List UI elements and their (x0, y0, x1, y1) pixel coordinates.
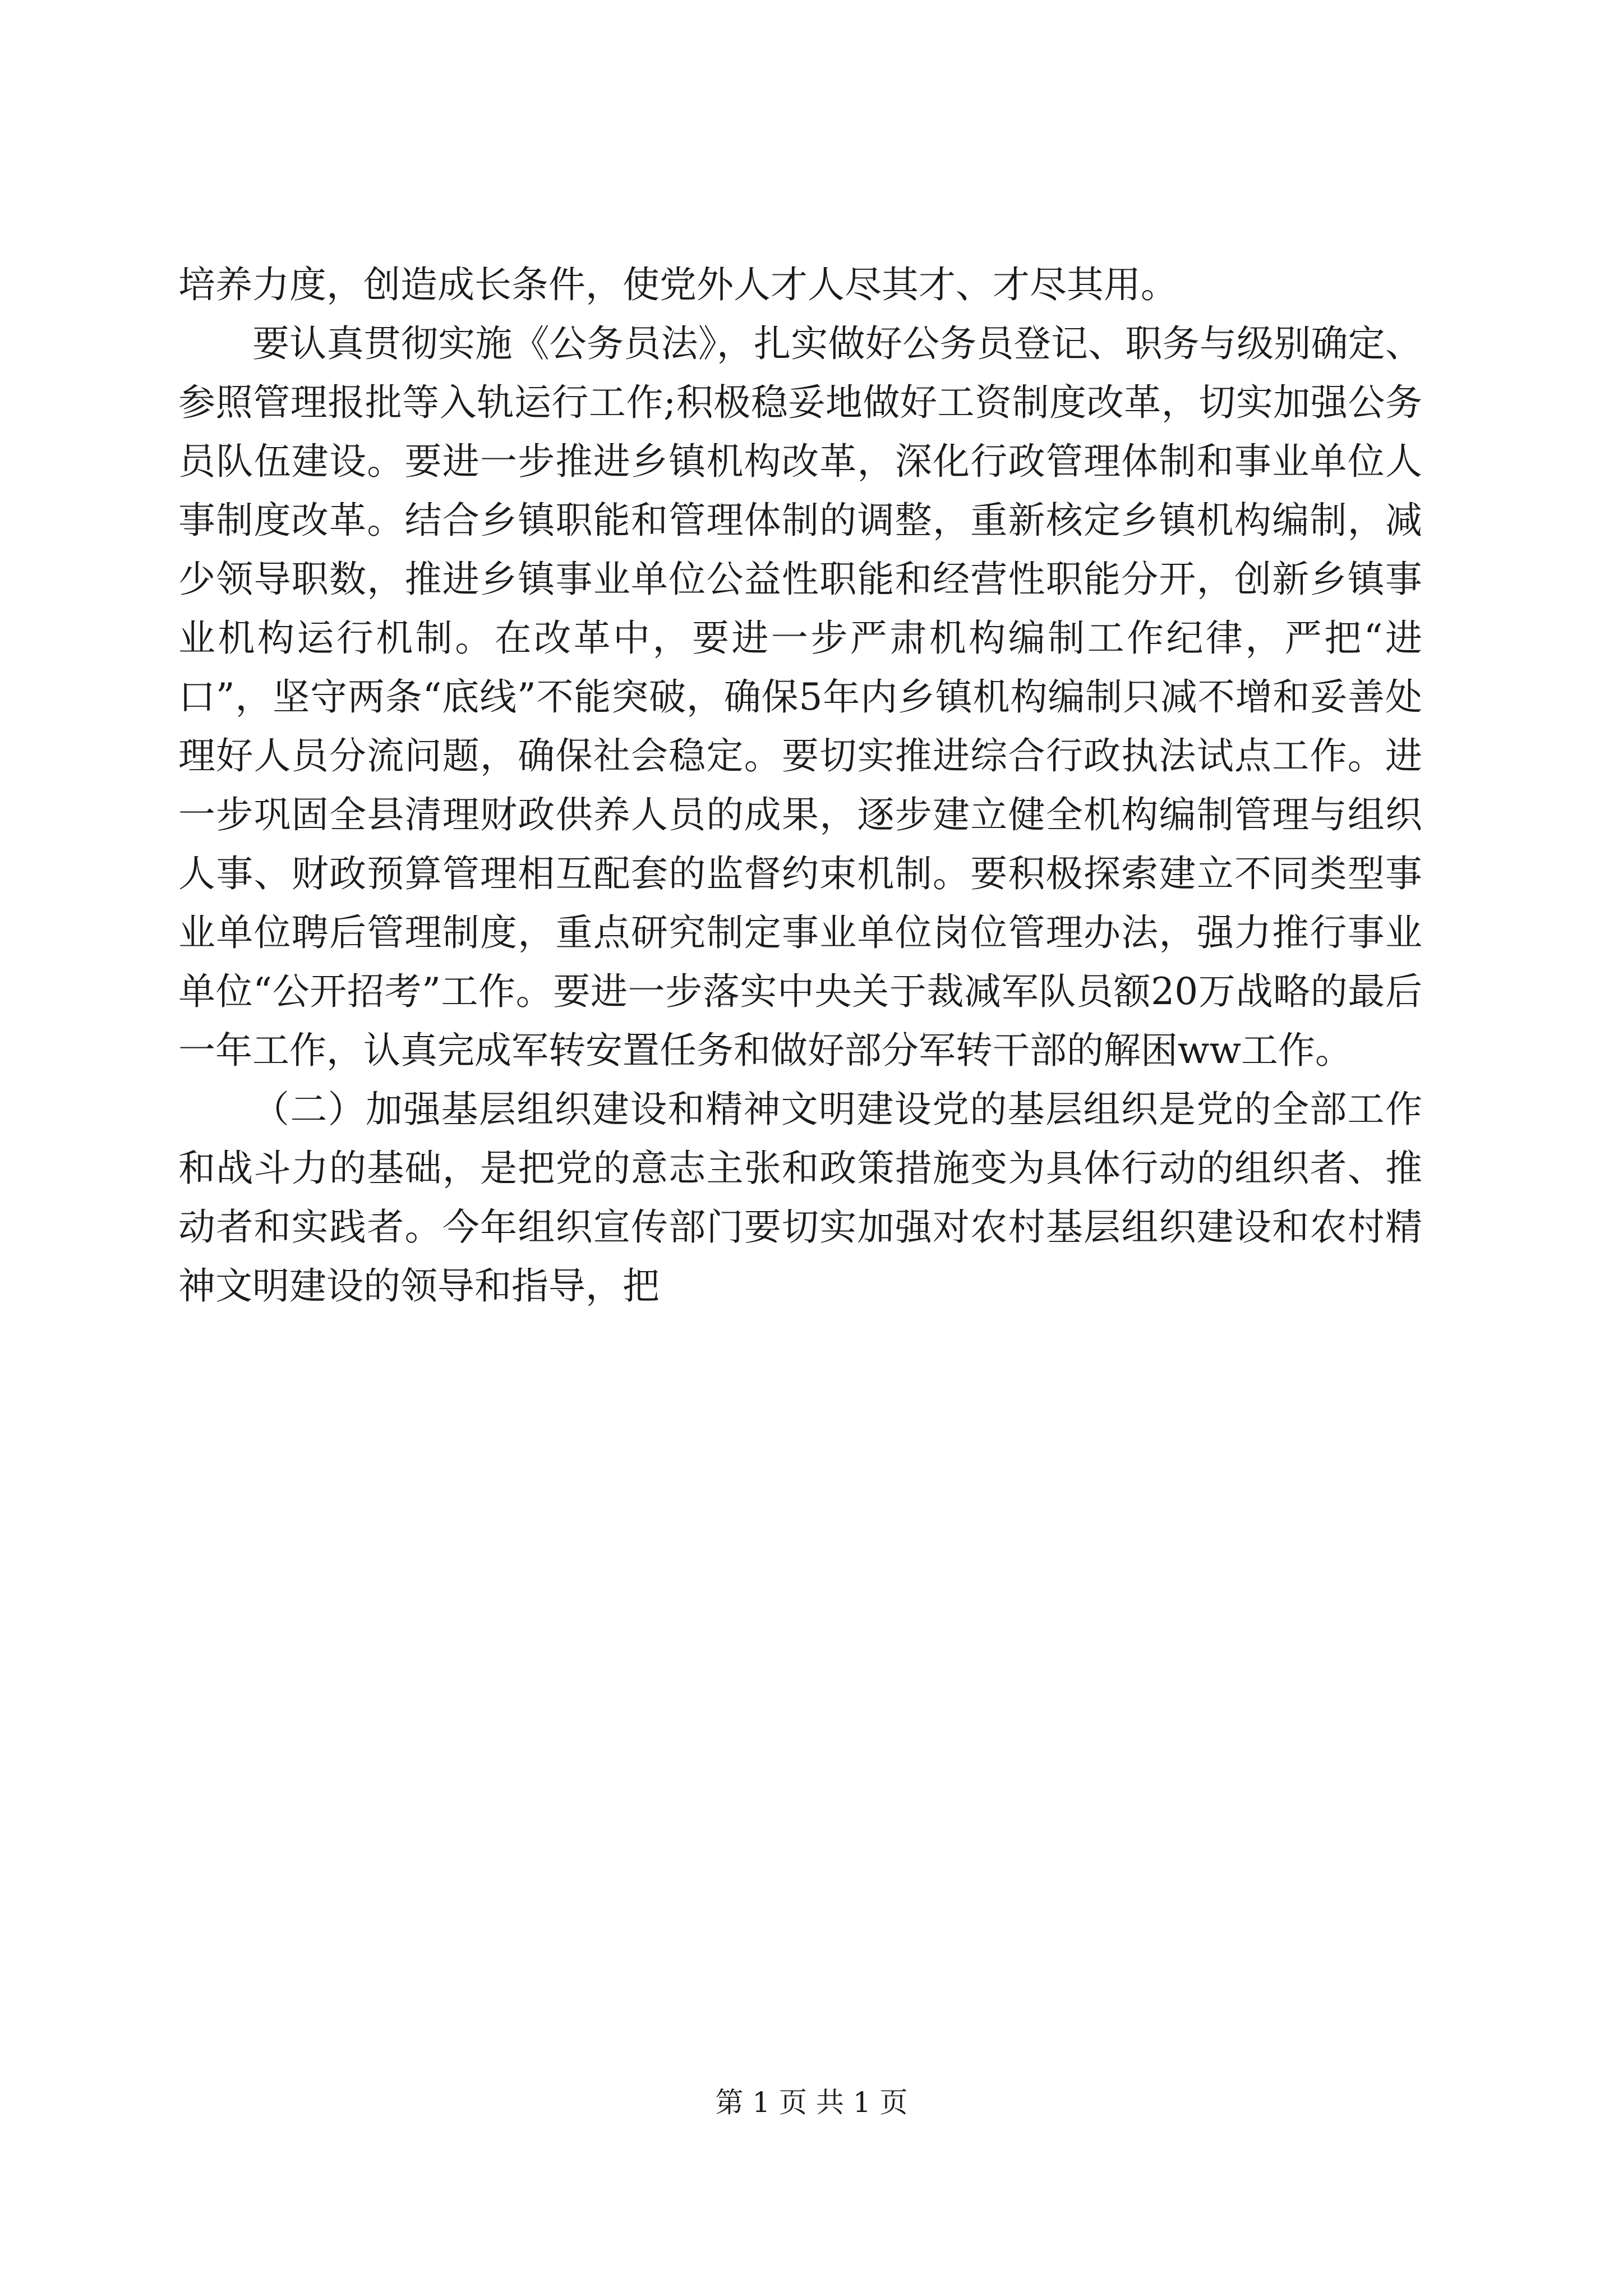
page-footer: 第 1 页 共 1 页 (715, 2086, 908, 2119)
document-body (178, 255, 1422, 1315)
paragraph-3: （二）加强基层组织建设和精神文明建设党的基层组织是党的全部工作和战斗力的基础，是把党的意志主张和政策措施变为具体行动的组织者、推动者和实践者。今年组织宣传部门要切实加强对农村基层组织建设和农村精神文明建设的领导和指导，把 (178, 1088, 1422, 1308)
paragraph-2: 要认真贯彻实施《公务员法》，扎实做好公务员登记、职务与级别确定、参照管理报批等入轨运行工作;积极稳妥地做好工资制度改革，切实加强公务员队伍建设。要进一步推进乡镇机构改革，深化行政管理体制和事业单位人事制度改革。结合乡镇职能和管理体制的调整，重新核定乡镇机构编制，减少领导职数，推进乡镇事业单位公益性职能和经营性职能分开，创新乡镇事业机构运行机制。在改革中，要进一步严肃机构编制工作纪律，严把“进口”，坚守两条“底线”不能突破，确保5年内乡镇机构编制只减不增和妥善处理好人员分流问题，确保社会稳定。要切实推进综合行政执法试点工作。进一步巩固全县清理财政供养人员的成果，逐步建立健全机构编制管理与组织人事、财政预算管理相互配套的监督约束机制。要积极探索建立不同类型事业单位聘后管理制度，重点研究制定事业单位岗位管理办法，强力推行事业单位“公开招考”工作。要进一步落实中央关于裁减军队员额20万战略的最后一年工作，认真完成军转安置任务和做好部分军转干部的解困ww工作。 (178, 322, 1422, 1072)
paragraph-1: 培养力度，创造成长条件，使党外人才人尽其才、才尽其用。 (178, 263, 1178, 306)
